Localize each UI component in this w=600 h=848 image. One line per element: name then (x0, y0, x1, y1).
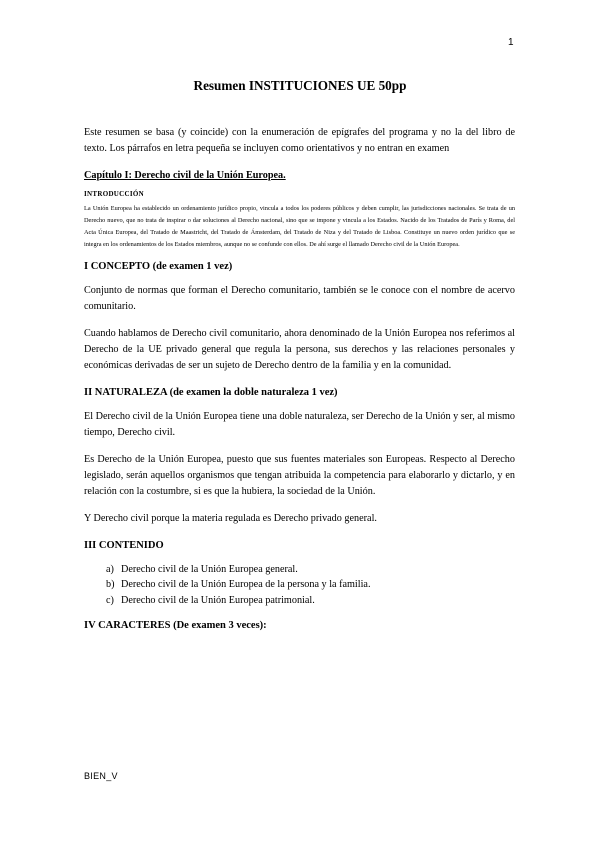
list-marker: a) (106, 563, 114, 575)
page-number: 1 (508, 37, 514, 48)
list-item (84, 562, 515, 578)
contenido-list (84, 562, 515, 609)
list-item-text: Derecho civil de la Unión Europea de la persona y la familia. (121, 579, 371, 591)
naturaleza-paragraph-1: El Derecho civil de la Unión Europea tiene una doble naturaleza, ser Derecho de la Unión y ser, al mismo tiempo, Derecho civil. (84, 410, 515, 438)
list-item (84, 593, 515, 609)
list-item-text: Derecho civil de la Unión Europea patrimonial. (121, 594, 315, 606)
section-heading-concepto: I CONCEPTO (de examen 1 vez) (84, 260, 233, 272)
chapter-title: Capítulo I: Derecho civil de la Unión Europea. (84, 170, 286, 181)
document-title: Resumen INSTITUCIONES UE 50pp (193, 78, 407, 93)
list-marker: b) (106, 579, 115, 591)
concepto-paragraph-2: Cuando hablamos de Derecho civil comunitario, ahora denominado de la Unión Europea nos referimos al Derecho de la UE privado general que regula la persona, sus derechos y las relaciones personales y económicas derivadas de ser un sujeto de Derecho dentro de la familia y en la comunidad. (84, 327, 515, 371)
naturaleza-paragraph-2: Es Derecho de la Unión Europea, puesto que sus fuentes materiales son Europeas. Respecto al Derecho legislado, serán aquellos organismos que tengan atribuida la competencia para elaborarlo y dictarlo, y en relación con la costumbre, si es que la hubiera, la sociedad de la Unión. (84, 453, 515, 497)
introduccion-label: INTRODUCCIÓN (84, 190, 144, 198)
page-footer: BIEN_V (84, 771, 118, 781)
naturaleza-paragraph-3: Y Derecho civil porque la materia regulada es Derecho privado general. (84, 512, 377, 524)
chapter-heading (84, 168, 515, 184)
section-heading-contenido: III CONTENIDO (84, 539, 164, 551)
list-item (84, 577, 515, 593)
section-heading-caracteres: IV CARACTERES (De examen 3 veces): (84, 620, 267, 632)
list-marker: c) (106, 594, 114, 606)
section-heading-naturaleza: II NATURALEZA (de examen la doble naturaleza 1 vez) (84, 386, 338, 398)
intro-paragraph: Este resumen se basa (y coincide) con la enumeración de epígrafes del programa y no la del libro de texto. Los párrafos en letra pequeña se incluyen como orientativos y no entran en examen (84, 127, 515, 154)
concepto-paragraph-1: Conjunto de normas que forman el Derecho comunitario, también se le conoce con el nombre de acervo comunitario. (84, 284, 515, 312)
list-item-text: Derecho civil de la Unión Europea general. (121, 563, 298, 575)
document-body (84, 125, 515, 642)
introduccion-text: La Unión Europea ha establecido un ordenamiento jurídico propio, vincula a todos los poderes públicos y deben cumplir, las jurisdicciones nacionales. Se trata de un Derecho nuevo, que no trata de inspirar o dar soluciones al Derecho nacional, sino que se impone y vincula a los Estados. Nacido de los Tratados de París y Roma, del Acta Única Europea, del Tratado de Maastricht, del Tratado de Ámsterdam, del Tratado de Niza y del Tratado de Lisboa. Constituye un nuevo orden jurídico que se integra en los ordenamientos de los Estados miembros, aunque no se confunde con ellos. De ahí surge el llamado Derecho civil de la Unión Europea. (84, 205, 515, 248)
